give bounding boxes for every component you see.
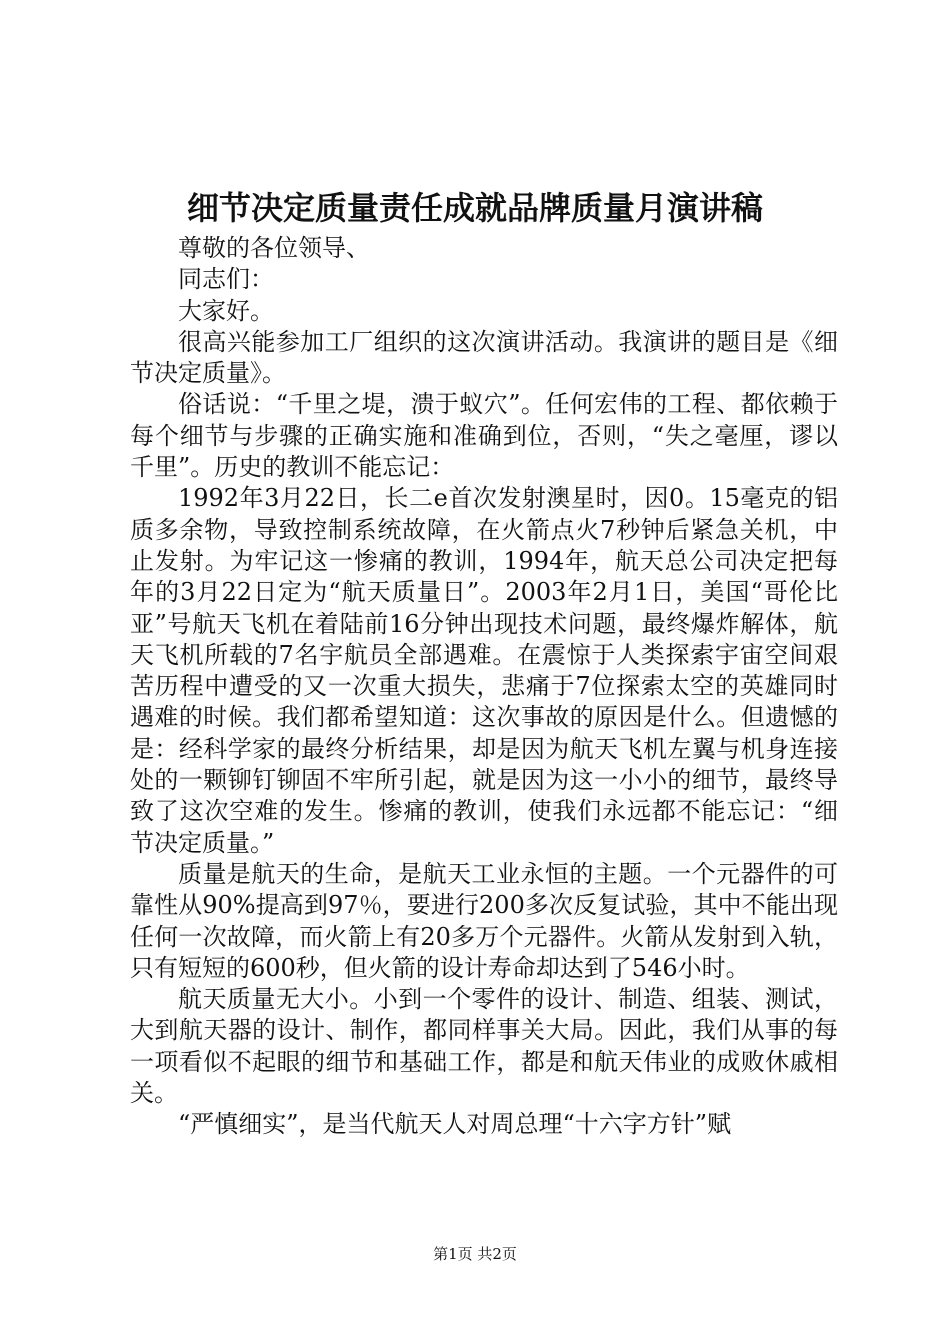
page-number-footer: 第1页 共2页 <box>433 1245 517 1263</box>
document-title: 细节决定质量责任成就品牌质量月演讲稿 <box>186 189 763 227</box>
paragraph-salutation-2: 同志们： <box>178 265 274 294</box>
paragraph-intro: 很高兴能参加工厂组织的这次演讲活动。我演讲的题目是《细节决定质量》。 <box>130 327 838 388</box>
paragraph-principle: “严慎细实”，是当代航天人对周总理“十六字方针”赋 <box>178 1110 732 1139</box>
paragraph-quality-life: 质量是航天的生命，是航天工业永恒的主题。一个元器件的可靠性从90%提高到97％，要进行200多次反复试验，其中不能出现任何一次故障，而火箭上有20多万个元器件。火箭从发射到入轨，只有短短的600秒，但火箭的设计寿命却达到了546小时。 <box>130 859 838 982</box>
paragraph-quality-scale: 航天质量无大小。小到一个零件的设计、制造、组装、测试，大到航天器的设计、制作，都同样事关大局。因此，我们从事的每一项看似不起眼的细节和基础工作，都是和航天伟业的成败休戚相关。 <box>130 985 838 1108</box>
paragraph-proverb: 俗话说：“千里之堤，溃于蚁穴”。任何宏伟的工程、都依赖于每个细节与步骤的正确实施和准确到位，否则，“失之毫厘，谬以千里”。历史的教训不能忘记： <box>130 390 838 482</box>
paragraph-history: 1992年3月22日，长二e首次发射澳星时，因0。15毫克的铝质多余物，导致控制系统故障，在火箭点火7秒钟后紧急关机，中止发射。为牢记这一惨痛的教训，1994年，航天总公司决定把每年的3月22日定为“航天质量日”。2003年2月1日，美国“哥伦比亚”号航天飞机在着陆前16分钟出现技术问题，最终爆炸解体，航天飞机所载的7名宇航员全部遇难。在震惊于人类探索宇宙空间艰苦历程中遭受的又一次重大损失，悲痛于7位探索太空的英雄同时遇难的时候。我们都希望知道：这次事故的原因是什么。但遗憾的是：经科学家的最终分析结果，却是因为航天飞机左翼与机身连接处的一颗铆钉铆固不牢所引起，就是因为这一小小的细节，最终导致了这次空难的发生。惨痛的教训，使我们永远都不能忘记：“细节决定质量。” <box>130 484 838 857</box>
paragraph-greeting: 大家好。 <box>178 296 274 325</box>
document-body <box>130 233 838 1141</box>
paragraph-salutation-1: 尊敬的各位领导、 <box>178 234 370 262</box>
